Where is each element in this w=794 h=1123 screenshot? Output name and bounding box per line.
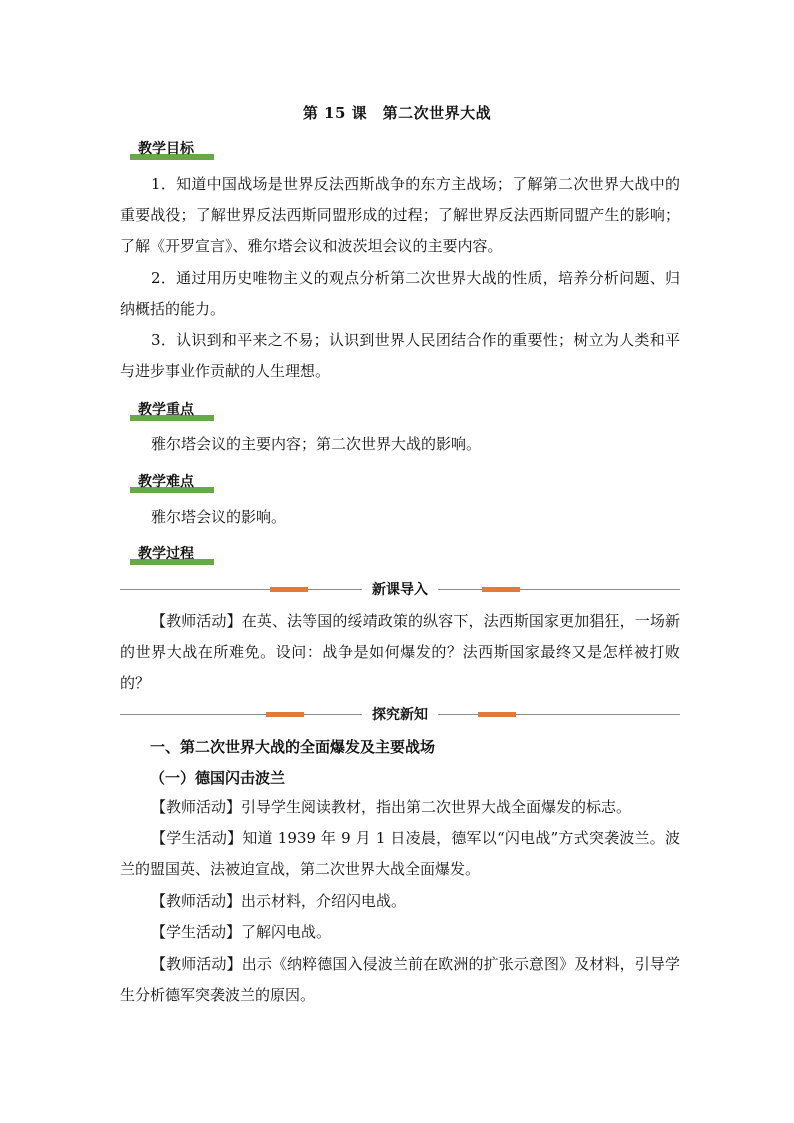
key-points-text: 雅尔塔会议的主要内容；第二次世界大战的影响。	[151, 435, 482, 453]
divider-explore-text: 探究新知	[362, 707, 438, 723]
intro-paragraph: 【教师活动】在英、法等国的绥靖政策的纵容下，法西斯国家更加猖狂，一场新的世界大战在所难免。设问：战争是如何爆发的？法西斯国家最终又是怎样被打败的？	[120, 612, 680, 692]
section-divider-explore	[120, 705, 680, 725]
activity-item-2: 【学生活动】知道 1939 年 9 月 1 日凌晨，德军以“闪电战”方式突袭波兰。波兰的盟国英、法被迫宣战，第二次世界大战全面爆发。	[120, 829, 680, 878]
activity-item-1: 【教师活动】引导学生阅读教材，指出第二次世界大战全面爆发的标志。	[151, 798, 632, 816]
key-points-heading-text: 教学重点	[138, 402, 194, 418]
activity-item-5: 【教师活动】出示《纳粹德国入侵波兰前在欧洲的扩张示意图》及材料，引导学生分析德军突袭波兰的原因。	[120, 955, 680, 1004]
divider-intro-text: 新课导入	[362, 582, 438, 598]
activity-item-4: 【学生活动】了解闪电战。	[151, 923, 332, 941]
divider-label	[120, 705, 680, 725]
objectives-heading-text: 教学目标	[138, 141, 194, 157]
divider-label	[120, 580, 680, 600]
objective-paragraph-1: 1．知道中国战场是世界反法西斯战争的东方主战场；了解第二次世界大战中的重要战役；了解世界反法西斯同盟形成的过程；了解世界反法西斯同盟产生的影响；了解《开罗宣言》、雅尔塔会议和波茨坦会议的主要内容。	[120, 175, 680, 255]
difficulties-text: 雅尔塔会议的影响。	[151, 508, 287, 526]
objective-paragraph-3: 3．认识到和平来之不易；认识到世界人民团结合作的重要性；树立为人类和平与进步事业作贡献的人生理想。	[120, 331, 680, 380]
process-heading-text: 教学过程	[138, 546, 194, 562]
objective-paragraph-2: 2．通过用历史唯物主义的观点分析第二次世界大战的性质，培养分析问题、归纳概括的能力。	[120, 269, 680, 318]
section-divider-intro	[120, 580, 680, 600]
part-one-heading: 一、第二次世界大战的全面爆发及主要战场	[150, 738, 436, 756]
part-one-subheading: （一）德国闪击波兰	[150, 769, 286, 787]
lesson-title: 第 15 课 第二次世界大战	[302, 104, 492, 122]
difficulties-heading-text: 教学难点	[138, 474, 194, 490]
activity-item-3: 【教师活动】出示材料，介绍闪电战。	[151, 892, 407, 910]
